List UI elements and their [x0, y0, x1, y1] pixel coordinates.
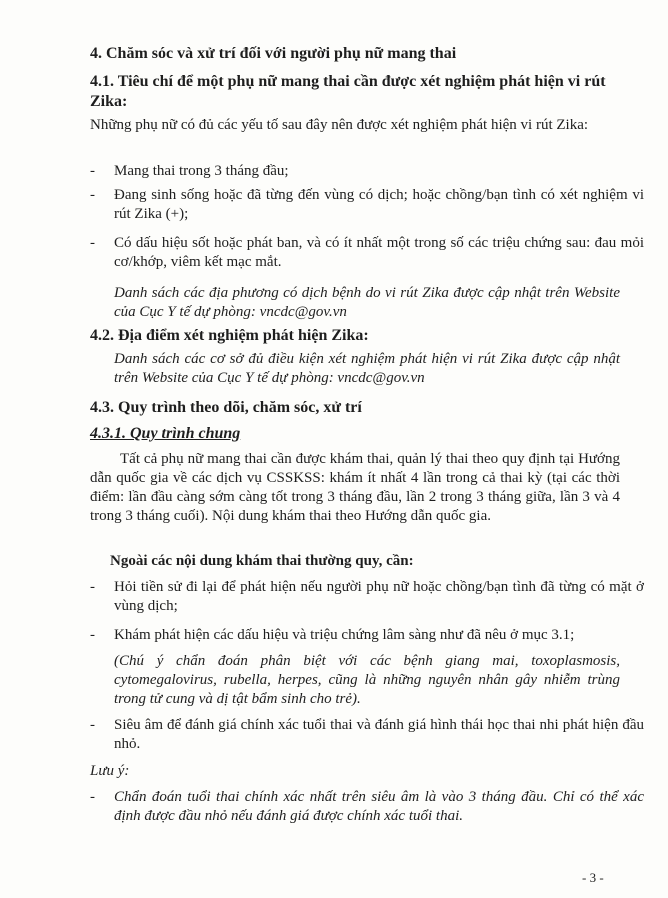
page-number: - 3 -	[582, 870, 604, 885]
section-4-1-title: 4.1. Tiêu chí để một phụ nữ mang thai cần được xét nghiệm phát hiện vi rút Zika:	[90, 73, 606, 110]
section-4-3-1-title: 4.3.1. Quy trình chung	[90, 425, 241, 442]
section-4-1-intro: Những phụ nữ có đủ các yếu tố sau đây nên được xét nghiệm phát hiện vi rút Zika:	[90, 117, 589, 133]
list-item: - Khám phát hiện các dấu hiệu và triệu chứng lâm sàng như đã nêu ở mục 3.1;	[90, 627, 575, 643]
list-item: - Đang sinh sống hoặc đã từng đến vùng có dịch; hoặc chồng/bạn tình có xét nghiệm vi rút Zika (+);	[90, 187, 644, 222]
list-item: - Hỏi tiền sử đi lại để phát hiện nếu người phụ nữ hoặc chồng/bạn tình đã từng có mặt ở vùng dịch;	[90, 579, 644, 614]
list-item: - Chẩn đoán tuổi thai chính xác nhất trên siêu âm là vào 3 tháng đầu. Chỉ có thể xác định được đầu nhỏ nếu đánh giá được chính xác tuổi thai.	[90, 789, 644, 824]
section-4-2-note: Danh sách các cơ sở đủ điều kiện xét nghiệm phát hiện vi rút Zika được cập nhật trên Website của Cục Y tế dự phòng: vncdc@gov.vn	[114, 351, 620, 386]
section-4-3-title: 4.3. Quy trình theo dõi, chăm sóc, xử trí	[90, 399, 362, 416]
routine-exam-heading: Ngoài các nội dung khám thai thường quy, cần:	[110, 553, 414, 569]
section-4-2-title: 4.2. Địa điểm xét nghiệm phát hiện Zika:	[90, 327, 369, 344]
list-item: - Mang thai trong 3 tháng đầu;	[90, 163, 289, 179]
section-4-1-note: Danh sách các địa phương có dịch bệnh do vi rút Zika được cập nhật trên Website của Cục Y tế dự phòng: vncdc@gov.vn	[114, 285, 620, 320]
section-4-3-1-paragraph: Tất cả phụ nữ mang thai cần được khám thai, quản lý thai theo quy định tại Hướng dẫn quốc gia về các dịch vụ CSSKSS: khám ít nhất 4 lần trong cả thai kỳ (tại các thời điểm: lần đầu càng sớm càng tốt trong 3 tháng đầu, lần 2 trong 3 tháng giữa, lần 3 và 4 trong 3 tháng cuối). Nội dung khám thai theo Hướng dẫn quốc gia.	[90, 451, 620, 524]
note-label: Lưu ý:	[90, 763, 130, 779]
list-item: - Siêu âm để đánh giá chính xác tuổi thai và đánh giá hình thái học thai nhi phát hiện đầu nhỏ.	[90, 717, 644, 752]
section-4-title: 4. Chăm sóc và xử trí đối với người phụ nữ mang thai	[90, 45, 457, 62]
list-item: - Có dấu hiệu sốt hoặc phát ban, và có ít nhất một trong số các triệu chứng sau: đau mỏi cơ/khớp, viêm kết mạc mắt.	[90, 235, 644, 270]
differential-diagnosis-note: (Chú ý chẩn đoán phân biệt với các bệnh giang mai, toxoplasmosis, cytomegalovirus, rubella, herpes, cũng là những nguyên nhân gây nhiễm trùng trong tử cung và dị tật bẩm sinh cho trẻ).	[114, 653, 620, 707]
